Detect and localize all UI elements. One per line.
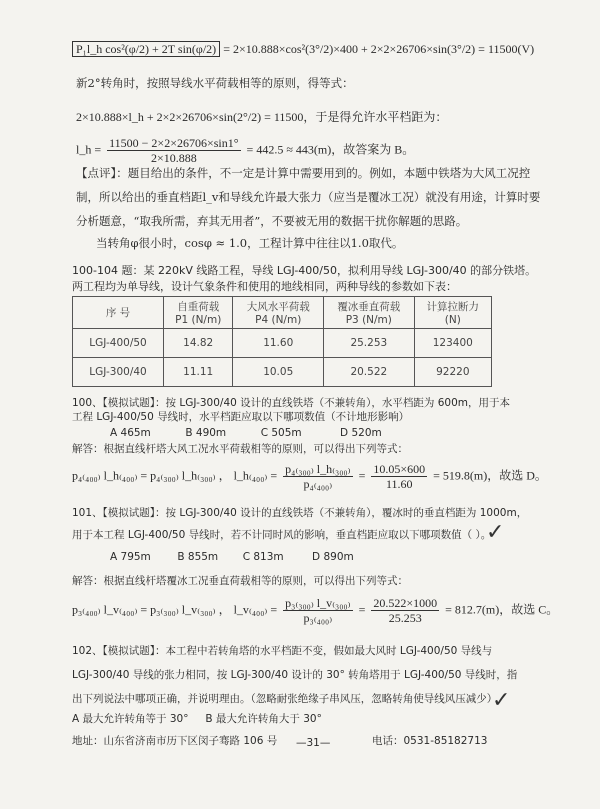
equation-3-rhs: = 442.5 ≈ 443(m)，故答案为 B。 (246, 142, 415, 157)
q101-result: = 812.7(m)，故选 C。 (445, 602, 559, 617)
q102-options (72, 712, 322, 726)
equation-3 (76, 136, 414, 165)
note-line-3: 分析题意，“取我所需，弃其无用者”，不要被无用的数据干扰你解题的思路。 (76, 214, 468, 228)
q100-equals: = (358, 468, 366, 483)
q101-options (110, 550, 354, 564)
q101-option-c: C 813m (242, 551, 284, 563)
footer-address: 地址：山东省济南市历下区闵子骞路 106 号 (72, 735, 278, 747)
q101-fraction-2-denominator: 25.253 (388, 611, 422, 625)
q100-solution-intro: 解答：根据直线杆塔大风工况水平荷载相等的原则，可以得出下列等式： (72, 443, 408, 455)
note-line-2: 制，所以给出的垂直档距l_v和导线允许最大张力（应当是覆冰工况）就没有用途，计算时要 (76, 190, 541, 204)
section-intro-1: 100-104 题：某 220kV 线路工程，导线 LGJ-400/50，拟利用导线 LGJ-300/40 的部分铁塔。 (72, 264, 537, 277)
paragraph-new-2deg: 新2°转角时，按照导线水平荷载相等的原则，得等式： (76, 76, 354, 90)
equation-1-rest: = 2×10.888×cos²(3°/2)×400 + 2×2×26706×sin(3°/2) = 11500(V) (223, 42, 535, 56)
table-row (73, 329, 492, 358)
equation-3-numerator: 11500 − 2×2×26706×sin1° (109, 136, 239, 150)
q100-options (110, 426, 382, 440)
q100-fraction-1-numerator: p₄₍₃₀₀₎ l_h₍₃₀₀₎ (285, 462, 351, 476)
q101-option-b: B 855m (177, 551, 219, 563)
note-line-1: 【点评】：题目给出的条件，不一定是计算中需要用到的。例如，本题中铁塔为大风工况控 (76, 166, 531, 180)
equation-1-boxed: P₁l_h cos²(φ/2) + 2T sin(φ/2) (72, 41, 220, 57)
q102-option-a: A 最大允许转角等于 30° (72, 713, 189, 725)
q102-text-2: LGJ-300/40 导线的张力相同，按 LGJ-300/40 设计的 30° 转角塔用于 LGJ-400/50 导线时，指 (72, 669, 518, 681)
table-cell: 11.60 (233, 329, 324, 358)
equation-2: 2×10.888×l_h + 2×2×26706×sin(2°/2) = 11500，于是得允许水平档距为： (76, 110, 448, 124)
q100-fraction-2-numerator: 10.05×600 (373, 462, 426, 476)
q102-text-1: 102、【模拟试题】：本工程中若转角塔的水平档距不变，假如最大风时 LGJ-400/50 导线与 (72, 645, 493, 657)
q101-fraction-2 (371, 596, 439, 625)
q101-fraction-2-numerator: 20.522×1000 (373, 596, 438, 610)
table-cell: 92220 (414, 358, 491, 387)
table-header-cell: 覆冰垂直荷载 P3 (N/m) (324, 297, 415, 329)
checkmark-icon: ✓ (486, 520, 505, 545)
table-header-cell: 计算拉断力 (N) (414, 297, 491, 329)
q101-formula-left: p₃₍₄₀₀₎ l_v₍₄₀₀₎ = p₃₍₃₀₀₎ l_v₍₃₀₀₎ ， l_v₍₄₀₀₎ = (72, 602, 278, 617)
q100-fraction-2 (371, 462, 427, 491)
q100-option-d: D 520m (340, 427, 382, 439)
equation-3-fraction (107, 136, 240, 165)
table-row (73, 358, 492, 387)
table-cell: 123400 (414, 329, 491, 358)
table-header-cell: 大风水平荷载 P4 (N/m) (233, 297, 324, 329)
section-intro-2: 两工程均为单导线，设计气象条件和使用的地线相同，两种导线的参数如下表： (72, 280, 457, 293)
q101-solution-intro: 解答：根据直线杆塔覆冰工况垂直荷载相等的原则，可以得出下列等式： (72, 575, 408, 587)
checkmark-icon: ✓ (492, 688, 511, 713)
table-cell: LGJ-300/40 (73, 358, 164, 387)
table-cell: LGJ-400/50 (73, 329, 164, 358)
q100-option-c: C 505m (260, 427, 302, 439)
table-cell: 25.253 (324, 329, 415, 358)
table-header-cell: 序 号 (73, 297, 164, 329)
q100-option-b: B 490m (185, 427, 227, 439)
table-header-cell: 自重荷载 P1 (N/m) (164, 297, 233, 329)
table-cell: 20.522 (324, 358, 415, 387)
q100-option-a: A 465m (110, 427, 151, 439)
footer-phone: 电话：0531-85182713 (372, 735, 488, 747)
q101-option-d: D 890m (312, 551, 354, 563)
q100-text-1: 100、【模拟试题】：按 LGJ-300/40 设计的直线铁塔（不兼转角），水平档距为 600m，用于本 (72, 397, 511, 409)
q100-fraction-2-denominator: 11.60 (385, 477, 413, 491)
table-header-row (73, 297, 492, 329)
equation-3-lhs: l_h = (76, 142, 102, 157)
q100-fraction-1 (283, 462, 352, 491)
table-cell: 11.11 (164, 358, 233, 387)
footer-page-number: —31— (296, 737, 331, 749)
note-small-angle: 当转角φ很小时，cosφ ≈ 1.0，工程计算中往往以1.0取代。 (96, 236, 404, 250)
q100-formula-left: p₄₍₄₀₀₎ l_h₍₄₀₀₎ = p₄₍₃₀₀₎ l_h₍₃₀₀₎ ， l_h₍₄₀₀₎ = (72, 468, 278, 483)
q102-option-b: B 最大允许转角大于 30° (205, 713, 322, 725)
q101-formula (72, 596, 558, 625)
table-cell: 10.05 (233, 358, 324, 387)
q101-equals: = (358, 602, 366, 617)
q100-text-2: 工程 LGJ-400/50 导线时，水平档距应取以下哪项数值（不计地形影响） (72, 411, 410, 423)
conductor-parameter-table (72, 296, 492, 387)
q102-text-3: 出下列说法中哪项正确，并说明理由。（忽略耐张绝缘子串风压，忽略转角使导线风压减少） (72, 693, 498, 705)
q101-text-1: 101、【模拟试题】：按 LGJ-300/40 设计的直线铁塔（不兼转角），覆冰时的垂直档距为 1000m， (72, 507, 528, 519)
q101-fraction-1 (283, 596, 352, 625)
q101-fraction-1-denominator: p₃₍₄₀₀₎ (303, 611, 333, 625)
equation-1 (72, 42, 534, 56)
q100-fraction-1-denominator: p₄₍₄₀₀₎ (303, 477, 333, 491)
equation-3-denominator: 2×10.888 (150, 151, 197, 165)
table-cell: 14.82 (164, 329, 233, 358)
q100-formula (72, 462, 547, 491)
q100-result: = 519.8(m)，故选 D。 (433, 468, 547, 483)
q101-text-2: 用于本工程 LGJ-400/50 导线时，若不计同时风的影响，垂直档距应取以下哪项数值（ ）。 (72, 529, 492, 541)
q101-option-a: A 795m (110, 551, 151, 563)
q101-fraction-1-numerator: p₃₍₃₀₀₎ l_v₍₃₀₀₎ (285, 596, 351, 610)
